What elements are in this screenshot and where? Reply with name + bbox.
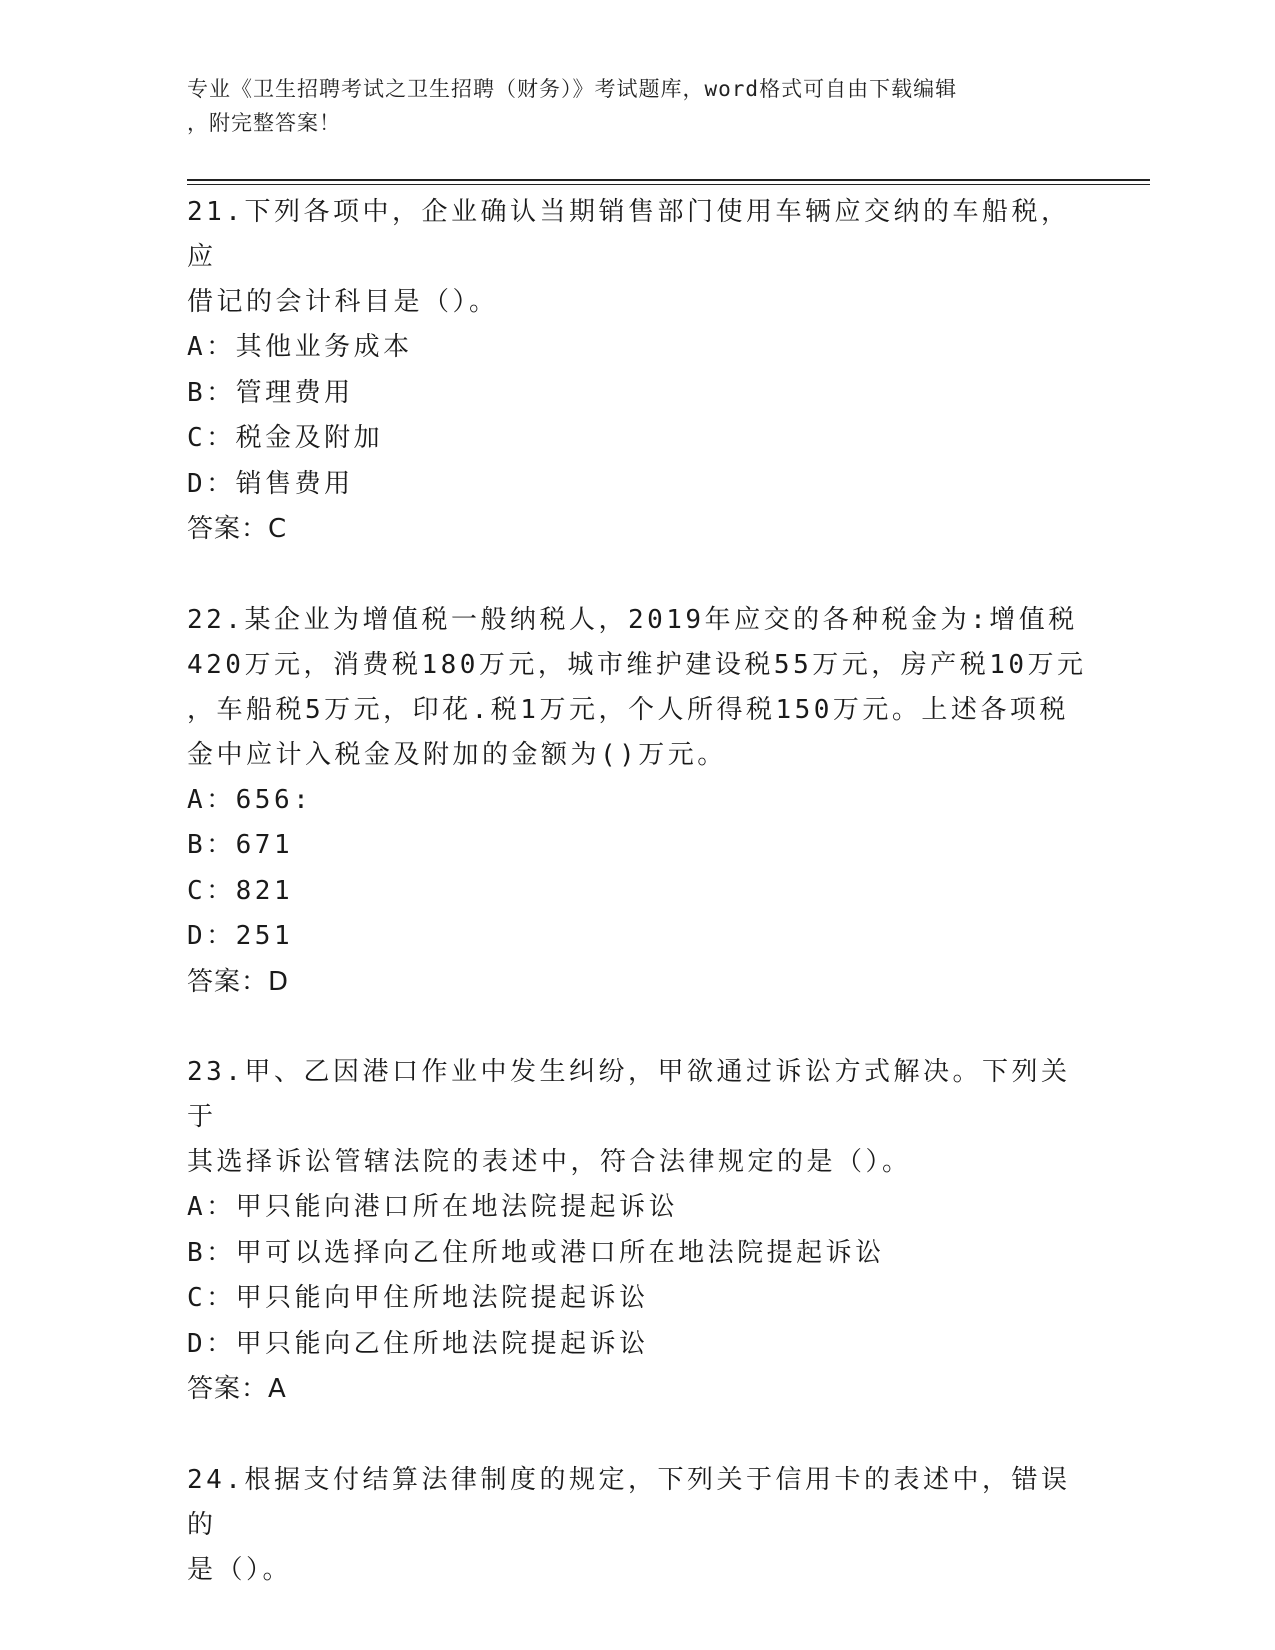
option-c: C：税金及附加 bbox=[187, 423, 384, 453]
question-text-line: 420万元，消费税180万元，城市维护建设税55万元，房产税10万元 bbox=[187, 649, 1087, 680]
question-text-line: 23.甲、乙因港口作业中发生纠纷，甲欲通过诉讼方式解决。下列关于 bbox=[187, 1057, 1071, 1132]
question-text-line: ，车船税5万元，印花.税1万元，个人所得税150万元。上述各项税 bbox=[187, 694, 1069, 725]
answer-line: 答案：A bbox=[187, 1374, 287, 1404]
question-text-line: 其选择诉讼管辖法院的表述中，符合法律规定的是（）。 bbox=[187, 1147, 912, 1177]
header-divider-thick bbox=[187, 179, 1150, 181]
option-b: B：甲可以选择向乙住所地或港口所在地法院提起诉讼 bbox=[187, 1237, 885, 1268]
question-text-line: 借记的会计科目是（）。 bbox=[187, 287, 499, 317]
question-text-line: 24.根据支付结算法律制度的规定，下列关于信用卡的表述中，错误的 bbox=[187, 1464, 1071, 1540]
document-header bbox=[187, 72, 1067, 140]
option-b: B：管理费用 bbox=[187, 377, 354, 408]
header-line-2: ，附完整答案！ bbox=[187, 111, 341, 135]
question-23 bbox=[187, 1050, 1087, 1413]
option-d: D：销售费用 bbox=[187, 468, 354, 499]
header-divider-thin bbox=[187, 184, 1150, 185]
header-line-1: 专业《卫生招聘考试之卫生招聘（财务）》考试题库，word格式可自由下载编辑 bbox=[187, 77, 958, 101]
question-24 bbox=[187, 1458, 1087, 1593]
option-a: A：其他业务成本 bbox=[187, 332, 413, 362]
option-a: A：甲只能向港口所在地法院提起诉讼 bbox=[187, 1192, 679, 1222]
answer-line: 答案：C bbox=[187, 514, 288, 544]
answer-line: 答案：D bbox=[187, 966, 290, 997]
option-c: C：821 bbox=[187, 875, 294, 906]
option-d: D：甲只能向乙住所地法院提起诉讼 bbox=[187, 1328, 649, 1359]
option-c: C：甲只能向甲住所地法院提起诉讼 bbox=[187, 1283, 649, 1313]
question-text-line: 21.下列各项中，企业确认当期销售部门使用车辆应交纳的车船税，应 bbox=[187, 197, 1071, 272]
option-d: D：251 bbox=[187, 921, 294, 951]
question-text-line: 金中应计入税金及附加的金额为()万元。 bbox=[187, 739, 727, 770]
question-list bbox=[187, 190, 1087, 1638]
option-a: A：656: bbox=[187, 784, 313, 815]
question-text-line: 是（）。 bbox=[187, 1554, 293, 1585]
question-text-line: 22.某企业为增值税一般纳税人，2019年应交的各种税金为:增值税 bbox=[187, 604, 1078, 635]
question-22 bbox=[187, 598, 1087, 1006]
question-21 bbox=[187, 190, 1087, 553]
option-b: B：671 bbox=[187, 830, 294, 860]
